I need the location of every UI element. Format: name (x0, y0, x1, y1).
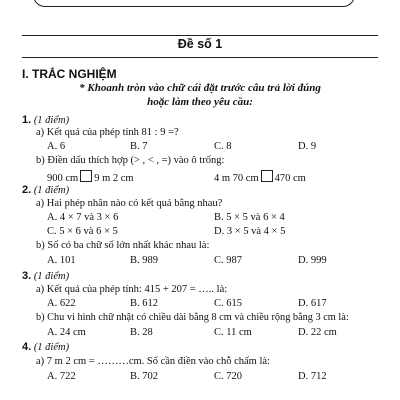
question-4a-text: a) 7 m 2 cm = ………cm. Số cần điền vào chỗ chấm là: (36, 356, 270, 367)
option-d[interactable]: D. 712 (298, 371, 327, 382)
option-b[interactable]: B. 7 (130, 141, 148, 152)
option-d[interactable]: D. 9 (298, 141, 317, 152)
question-number: 1. (22, 114, 32, 126)
option-b[interactable]: B. 28 (130, 327, 153, 338)
instruction-line-2: hoặc làm theo yêu cầu: (147, 96, 253, 108)
option-d[interactable]: D. 3 × 5 và 4 × 5 (214, 226, 286, 237)
question-number: 2. (22, 184, 32, 196)
option-d[interactable]: D. 999 (298, 255, 327, 266)
question-3-header (22, 270, 69, 282)
compare-right-value: 9 m 2 cm (94, 173, 134, 184)
option-b[interactable]: B. 989 (130, 255, 159, 266)
question-1b-text: b) Điền dấu thích hợp (> , < , =) vào ô trống: (36, 155, 225, 166)
question-points: (1 điểm) (33, 185, 70, 196)
option-c[interactable]: C. 11 cm (214, 327, 252, 338)
question-number: 3. (22, 270, 32, 282)
question-points: (1 điểm) (33, 115, 70, 126)
compare-row-1 (47, 170, 134, 184)
answer-box[interactable] (80, 170, 92, 182)
answer-box[interactable] (261, 170, 273, 182)
question-2-header (22, 184, 69, 196)
page-title: Đề số 1 (177, 37, 223, 51)
question-4-header (22, 341, 69, 353)
option-a[interactable]: A. 622 (47, 298, 76, 309)
option-d[interactable]: D. 22 cm (298, 327, 337, 338)
question-points: (1 điểm) (33, 271, 70, 282)
option-b[interactable]: B. 5 × 5 và 6 × 4 (214, 212, 285, 223)
question-1-header (22, 114, 69, 126)
compare-row-2 (214, 170, 306, 184)
option-b[interactable]: B. 702 (130, 371, 159, 382)
question-3b-text: b) Chu vi hình chữ nhật có chiều dài bằng 8 cm và chiều rộng bằng 3 cm là: (36, 312, 349, 323)
question-2b-text: b) Số có ba chữ số lớn nhất khác nhau là: (36, 240, 210, 251)
option-a[interactable]: A. 722 (47, 371, 76, 382)
option-c[interactable]: C. 987 (214, 255, 243, 266)
header-box (33, 0, 355, 7)
question-number: 4. (22, 341, 32, 353)
option-c[interactable]: C. 720 (214, 371, 243, 382)
option-c[interactable]: C. 615 (214, 298, 243, 309)
question-2a-text: a) Hai phép nhân nào có kết quả bằng nhau? (36, 198, 223, 209)
question-1a-text: a) Kết quả của phép tính 81 : 9 =? (36, 127, 179, 138)
option-a[interactable]: A. 4 × 7 và 3 × 6 (47, 212, 119, 223)
question-3a-text: a) Kết quả của phép tính: 415 + 207 = ….. là: (36, 284, 228, 295)
compare-left-value: 900 cm (47, 173, 79, 184)
option-a[interactable]: A. 24 cm (47, 327, 86, 338)
question-points: (1 điểm) (33, 342, 70, 353)
top-rule (22, 35, 378, 36)
option-c[interactable]: C. 8 (214, 141, 232, 152)
bottom-rule (22, 57, 378, 58)
compare-right-value: 470 cm (274, 173, 306, 184)
option-a[interactable]: A. 101 (47, 255, 76, 266)
compare-left-value: 4 m 70 cm (214, 173, 259, 184)
instruction-line-1: * Khoanh tròn vào chữ cái đặt trước câu trả lời đúng (79, 82, 321, 94)
option-c[interactable]: C. 5 × 6 và 6 × 5 (47, 226, 118, 237)
option-d[interactable]: D. 617 (298, 298, 327, 309)
option-b[interactable]: B. 612 (130, 298, 159, 309)
option-a[interactable]: A. 6 (47, 141, 66, 152)
section-heading: I. TRẮC NGHIỆM (22, 67, 117, 81)
